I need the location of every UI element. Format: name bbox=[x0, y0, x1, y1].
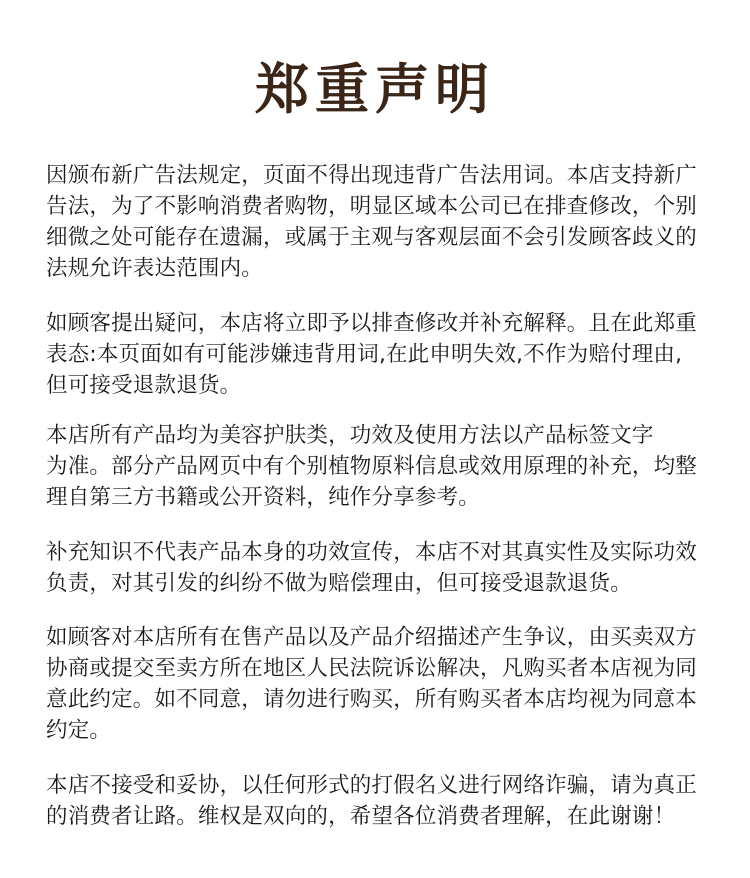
paragraph-3 bbox=[46, 420, 710, 513]
paragraph-line: 负责，对其引发的纠纷不做为赔偿理由，但可接受退款退货。 bbox=[46, 571, 632, 596]
paragraph-6 bbox=[46, 770, 710, 832]
paragraph-line: 协商或提交至卖方所在地区人民法院诉讼解决，凡购买者本店视为同 bbox=[46, 656, 698, 681]
paragraph-line: 因颁布新广告法规定，页面不得出现违背广告法用词。本店支持新广 bbox=[46, 163, 698, 188]
paragraph-line: 如顾客提出疑问，本店将立即予以排查修改并补充解释。且在此郑重 bbox=[46, 311, 698, 336]
paragraph-line: 本店不接受和妥协，以任何形式的打假名义进行网络诈骗，请为真正 bbox=[46, 773, 698, 798]
paragraph-line: 本店所有产品均为美容护肤类，功效及使用方法以产品标签文字 bbox=[46, 423, 654, 448]
paragraph-line: 约定。 bbox=[46, 718, 112, 743]
paragraph-1 bbox=[46, 160, 710, 284]
paragraph-2 bbox=[46, 308, 710, 401]
paragraph-5 bbox=[46, 622, 710, 746]
paragraph-line: 理自第三方书籍或公开资料，纯作分享参考。 bbox=[46, 485, 481, 510]
paragraph-line: 表态:本页面如有可能涉嫌违背用词,在此申明失效,不作为赔付理由, bbox=[46, 342, 683, 367]
paragraph-line: 为准。部分产品网页中有个别植物原料信息或效用原理的补充，均整 bbox=[46, 454, 698, 479]
paragraph-4 bbox=[46, 537, 710, 599]
paragraph-line: 但可接受退款退货。 bbox=[46, 373, 242, 398]
paragraph-line: 意此约定。如不同意，请勿进行购买，所有购买者本店均视为同意本 bbox=[46, 687, 698, 712]
paragraph-line: 的消费者让路。维权是双向的，希望各位消费者理解，在此谢谢！ bbox=[46, 804, 676, 829]
paragraph-line: 补充知识不代表产品本身的功效宣传，本店不对其真实性及实际功效 bbox=[46, 540, 698, 565]
page-title: 郑重声明 bbox=[255, 57, 495, 121]
paragraph-line: 告法，为了不影响消费者购物，明显区域本公司已在排查修改，个别 bbox=[46, 194, 698, 219]
paragraph-line: 法规允许表达范围内。 bbox=[46, 256, 264, 281]
paragraph-line: 细微之处可能存在遗漏，或属于主观与客观层面不会引发顾客歧义的 bbox=[46, 225, 698, 250]
paragraph-line: 如顾客对本店所有在售产品以及产品介绍描述产生争议，由买卖双方 bbox=[46, 625, 698, 650]
